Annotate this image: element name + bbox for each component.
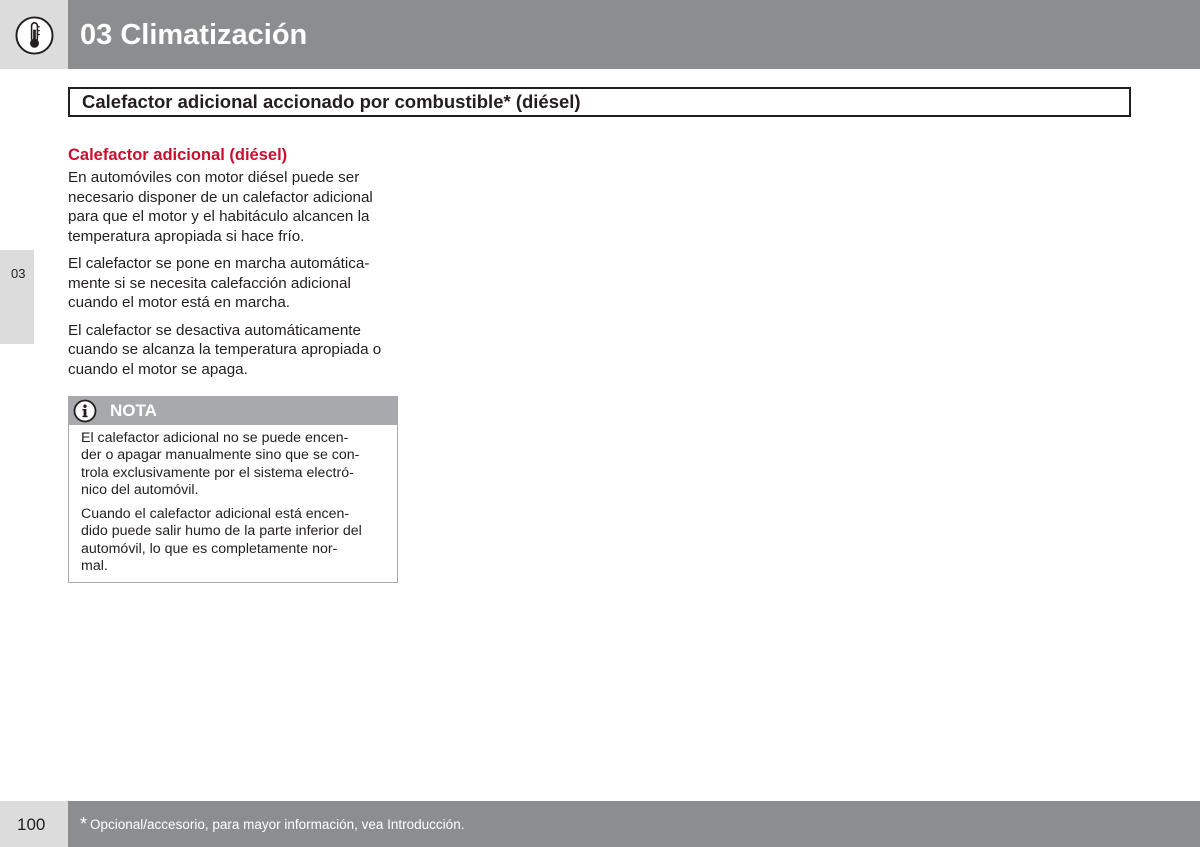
page-number: 100 <box>17 815 46 834</box>
chapter-side-tab-label: 03 <box>11 266 26 281</box>
info-icon <box>73 399 97 423</box>
note-title: NOTA <box>110 401 157 420</box>
footnote <box>80 815 464 834</box>
main-text-column <box>68 144 404 387</box>
paragraph: El calefactor se pone en marcha automática- mente si se necesita calefacción adicional cuando el motor está en marcha. <box>68 255 370 311</box>
footer-bar <box>68 801 1200 847</box>
note-header <box>69 397 397 425</box>
chapter-side-tab <box>0 250 34 344</box>
thermometer-icon <box>15 16 54 55</box>
note-body <box>69 425 397 575</box>
note-box <box>68 396 398 583</box>
section-title: Calefactor adicional accionado por combustible* (diésel) <box>82 91 581 112</box>
footnote-marker: * <box>80 814 88 834</box>
note-paragraph: Cuando el calefactor adicional está encen- dido puede salir humo de la parte inferior del automóvil, lo que es completamente nor- mal. <box>81 506 362 575</box>
subheading: Calefactor adicional (diésel) <box>68 146 288 164</box>
paragraph: En automóviles con motor diésel puede ser necesario disponer de un calefactor adicional para que el motor y el habitáculo alcancen la temperatura apropiada si hace frío. <box>68 169 373 245</box>
footnote-text: Opcional/accesorio, para mayor información, vea Introducción. <box>90 817 465 832</box>
section-title-box <box>68 87 1131 117</box>
paragraph: El calefactor se desactiva automáticamente cuando se alcanza la temperatura apropiada o cuando el motor se apaga. <box>68 321 382 378</box>
chapter-title: 03 Climatización <box>80 19 308 51</box>
note-paragraph: El calefactor adicional no se puede encen- der o apagar manualmente sino que se con- trola exclusivamente por el sistema electró- nico del automóvil. <box>81 430 360 498</box>
